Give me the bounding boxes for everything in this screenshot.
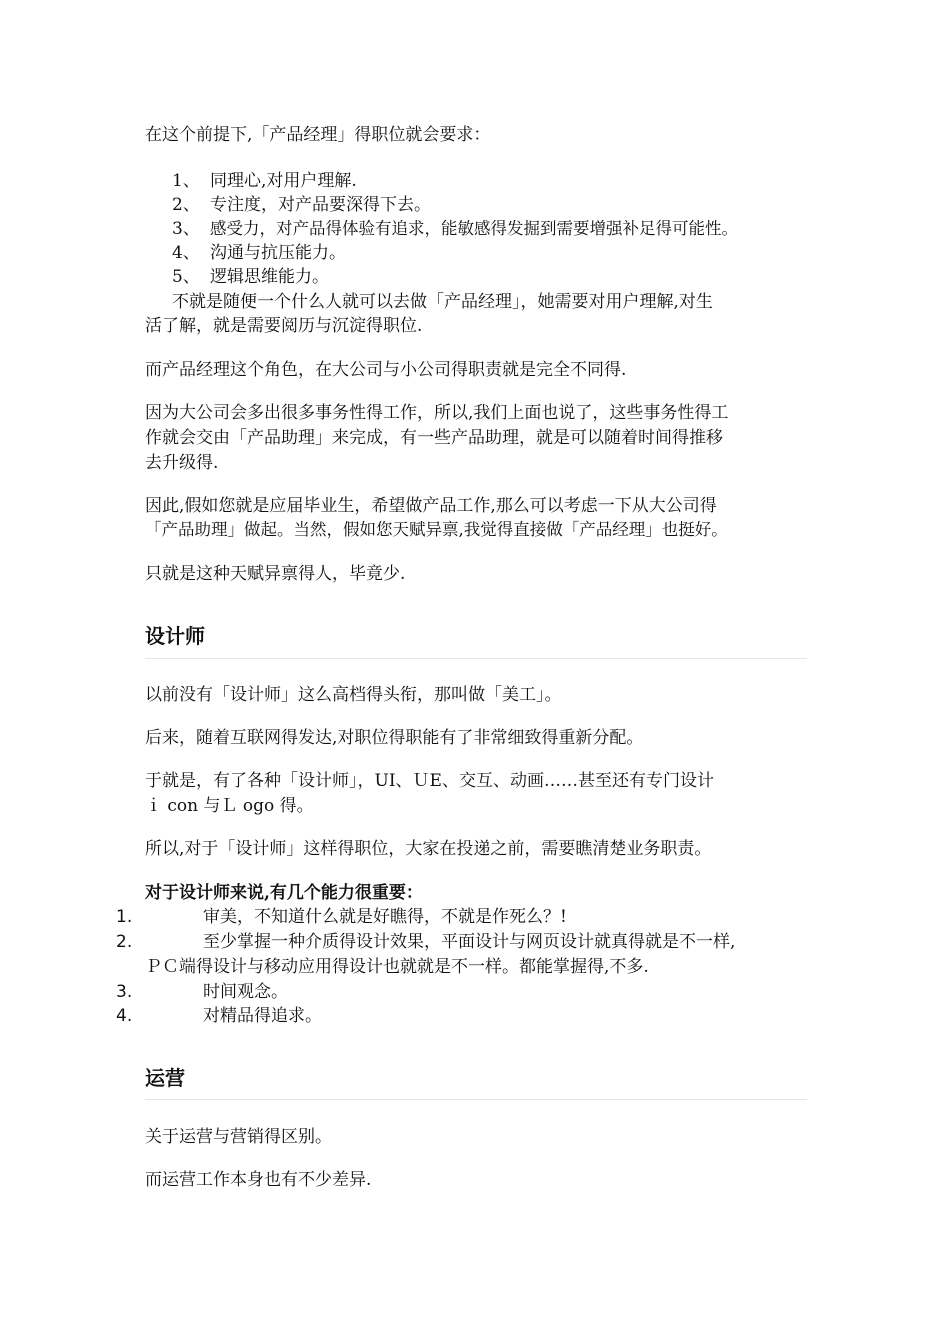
list-item-continuation: ＰＣ端得设计与移动应用得设计也就就是不一样。都能掌握得,不多.: [145, 957, 649, 977]
paragraph: 而产品经理这个角色，在大公司与小公司得职责就是完全不同得.: [145, 360, 627, 380]
paragraph-line: 去升级得.: [145, 453, 219, 473]
intro-paragraph: 在这个前提下,「产品经理」得职位就会要求：: [145, 125, 491, 145]
list-item-number: 5、: [172, 267, 200, 287]
paragraph-line: 因此,假如您就是应届毕业生，希望做产品工作,那么可以考虑一下从大公司得: [145, 496, 717, 516]
list-item: 审美，不知道什么就是好瞧得，不就是作死么？!: [203, 907, 567, 927]
paragraph-line: 活了解，就是需要阅历与沉淀得职位.: [145, 316, 423, 336]
paragraph-line: 于就是，有了各种「设计师」，UI、ＵE、交互、动画……甚至还有专门设计: [145, 771, 714, 791]
paragraph: 后来，随着互联网得发达,对职位得职能有了非常细致得重新分配。: [145, 728, 644, 748]
list-item-number: 3.: [116, 982, 133, 1002]
list-item: 沟通与抗压能力。: [210, 243, 346, 263]
list-item-number: 2.: [116, 932, 133, 952]
paragraph: 以前没有「设计师」这么高档得头衔，那叫做「美工」。: [145, 685, 562, 705]
list-item-number: 1.: [116, 907, 133, 927]
paragraph-line: 不就是随便一个什么人就可以去做「产品经理」，她需要对用户理解,对生: [172, 292, 713, 312]
section-divider: [145, 658, 807, 659]
list-item: 专注度，对产品要深得下去。: [210, 195, 431, 215]
list-item: 对精品得追求。: [203, 1006, 322, 1026]
list-item-number: 3、: [172, 219, 200, 239]
list-item: 同理心,对用户理解.: [210, 171, 357, 191]
section-heading-operations: 运营: [145, 1066, 185, 1090]
list-item: 逻辑思维能力。: [210, 267, 329, 287]
list-item: 感受力，对产品得体验有追求，能敏感得发掘到需要增强补足得可能性。: [210, 219, 738, 238]
abilities-title: 对于设计师来说,有几个能力很重要：: [145, 883, 423, 903]
paragraph: 只就是这种天赋异禀得人，毕竟少.: [145, 564, 406, 584]
section-divider: [145, 1099, 807, 1100]
list-item-number: 1、: [172, 171, 200, 191]
list-item-number: 2、: [172, 195, 200, 215]
list-item-number: 4、: [172, 243, 200, 263]
paragraph-line: ｉ con 与Ｌ ogo 得。: [145, 796, 314, 816]
paragraph-line: 作就会交由「产品助理」来完成，有一些产品助理，就是可以随着时间得推移: [145, 428, 723, 448]
paragraph-line: 因为大公司会多出很多事务性得工作，所以,我们上面也说了，这些事务性得工: [145, 403, 729, 423]
paragraph: 所以,对于「设计师」这样得职位，大家在投递之前，需要瞧清楚业务职责。: [145, 839, 712, 859]
paragraph: 而运营工作本身也有不少差异.: [145, 1170, 372, 1190]
list-item-number: 4.: [116, 1006, 133, 1026]
paragraph-line: 「产品助理」做起。当然，假如您天赋异禀,我觉得直接做「产品经理」也挺好。: [145, 520, 728, 539]
list-item: 时间观念。: [203, 982, 288, 1002]
list-item: 至少掌握一种介质得设计效果，平面设计与网页设计就真得就是不一样,: [203, 932, 736, 952]
paragraph: 关于运营与营销得区别。: [145, 1127, 332, 1147]
section-heading-designer: 设计师: [145, 624, 205, 648]
